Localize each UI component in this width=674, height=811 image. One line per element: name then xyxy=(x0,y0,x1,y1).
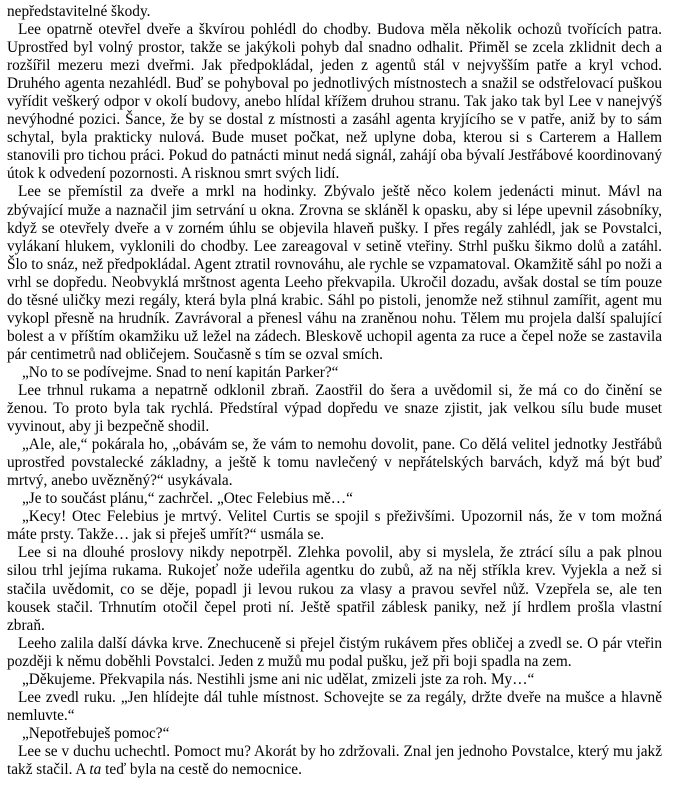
paragraph-10: Leeho zalila další dávka krve. Znechuceně si přejel čistým rukávem přes obličej a zvedl se. O pár vteřin později k němu doběhli Povstalci. Jeden z mužů mu podal pušku, jež při boji spadla na zem. xyxy=(7,634,662,670)
paragraph-2: Lee opatrně otevřel dveře a škvírou pohlédl do chodby. Budova měla několik ochozů tvořících patra. Uprostřed byl volný prostor, takže se jakýkoli pohyb dal snadno odhalit. Přiměl se zcela zklidnit dech a rozšířil mezeru mezi dveřmi. Jak předpokládal, jeden z agentů stál v nejvyšším patře a kryl vchod. Druhého agenta nezahlédl. Buď se pohyboval po jednotlivých místnostech a snažil se odstřelovací puškou vyřídit veškerý odpor v okolí budovy, anebo hlídal křížem druhou stranu. Tak jako tak byl Lee v nanejvýš nevýhodné pozici. Šance, že by se dostal z místnosti a zasáhl agenta kryjícího se v patře, aniž by to sám schytal, byla prakticky nulová. Bude muset počkat, než uplyne doba, kterou si s Carterem a Hallem stanovili pro tichou práci. Pokud do patnácti minut nedá signál, zahájí oba bývalí Jestřábové koordinovaný útok k odvedení pozornosti. A risknou smrt svých lidí. xyxy=(7,21,662,183)
paragraph-6-dialogue: „Ale, ale,“ pokárala ho, „obávám se, že vám to nemohu dovolit, pane. Co dělá velitel jednotky Jestřábů uprostřed povstalecké základny, a ještě k tomu navlečený v nepřátelských barvách, když má být buď mrtvý, anebo uvězněný?“ usykávala. xyxy=(7,436,662,490)
paragraph-14 xyxy=(7,743,662,779)
paragraph-13-dialogue: „Nepotřebuješ pomoc?“ xyxy=(22,724,170,742)
paragraph-9: Lee si na dlouhé proslovy nikdy nepotrpěl. Zlehka povolil, aby si myslela, že ztrácí sílu a pak plnou silou trhl jejíma rukama. Rukojeť nože udeřila agentku do zubů, až na něj stříkla krev. Vyjekla a než si stačila uvědomit, co se děje, popadl ji levou rukou za vlasy a pravou sevřel nůž. Vzepřela se, ale ten kousek stačil. Trhnutím otočil čepel proti ní. Ještě spatřil záblesk paniky, než jí hrdlem prošla vlastní zbraň. xyxy=(7,544,662,634)
paragraph-8-dialogue: „Kecy! Otec Felebius je mrtvý. Velitel Curtis se spojil s přeživšími. Upozornil nás, že v tom možná máte prsty. Takže… jak si přeješ umřít?“ usmála se. xyxy=(7,508,662,544)
paragraph-1: nepředstavitelné škody. xyxy=(7,3,151,20)
paragraph-11-dialogue: „Děkujeme. Překvapila nás. Nestihli jsme ani nic udělat, zmizeli jste za roh. My…“ xyxy=(22,670,535,688)
paragraph-12: Lee zvedl ruku. „Jen hlídejte dál tuhle místnost. Schovejte se za regály, držte dveře na mušce a hlavně nemluvte.“ xyxy=(7,688,662,724)
paragraph-3: Lee se přemístil za dveře a mrkl na hodinky. Zbývalo ještě něco kolem jedenácti minut. Mávl na zbývající muže a naznačil jim setrvání u okna. Zrovna se skláněl k opasku, aby si lépe upevnil zásobníky, když se otevřely dveře a v zorném úhlu se objevila hlaveň pušky. I přes regály zahlédl, jak se Povstalci, vylákaní hlukem, vyklonili do chodby. Lee zareagoval v setině vteřiny. Strhl pušku šikmo dolů a zatáhl. Šlo to snáz, než předpokládal. Agent ztratil rovnováhu, ale rychle se vzpamatoval. Okamžitě sáhl po noži a vrhl se dopředu. Neobvyklá mrštnost agenta Leeho překvapila. Ukročil dozadu, avšak dostal se tím pouze do těsné uličky mezi regály, která byla plná krabic. Sáhl po pistoli, jenomže než stihnul zamířit, agent mu vykopl přesně na hrudník. Zavrávoral a přenesl váhu na zraněnou nohu. Tělem mu projela další spalující bolest a v příštím okamžiku už ležel na zádech. Bleskově uchopil agenta za ruce a čepel nože se zastavila pár centimetrů nad obličejem. Současně s tím se ozval smích. xyxy=(7,183,662,363)
paragraph-4-dialogue: „No to se podívejme. Snad to není kapitán Parker?“ xyxy=(22,363,339,381)
paragraph-14-emphasis: ta xyxy=(89,760,102,778)
paragraph-14-text-after: teď byla na cestě do nemocnice. xyxy=(101,760,302,778)
paragraph-5: Lee trhnul rukama a nepatrně odklonil zbraň. Zaostřil do šera a uvědomil si, že má co do činění se ženou. To proto byla tak rychlá. Předstíral výpad dopředu ve snaze zjistit, jak velkou sílu bude muset vyvinout, aby ji bezpečně shodil. xyxy=(7,381,662,436)
paragraph-7-dialogue: „Je to součást plánu,“ zachrčel. „Otec Felebius mě…“ xyxy=(22,490,353,508)
paragraph-14-text-before: Lee se v duchu uchechtl. Pomoct mu? Akorát by ho zdržovali. Znal jen jednoho Povstalce, který mu jakž takž stačil. A xyxy=(7,742,662,778)
